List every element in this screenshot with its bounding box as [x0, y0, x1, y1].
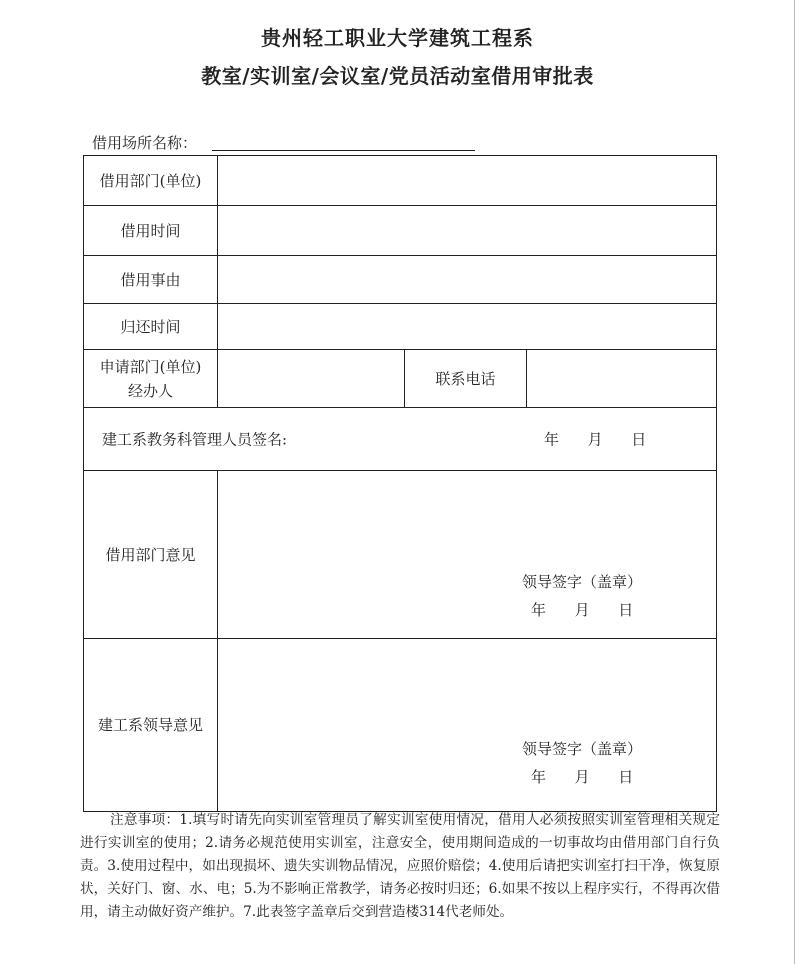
applicant-label — [84, 350, 218, 408]
applicant-label-line1: 申请部门(单位) — [99, 357, 202, 376]
dept-head-sign-label: 领导签字（盖章） — [522, 740, 643, 758]
table-row — [84, 156, 717, 206]
dept-opinion-field[interactable] — [218, 471, 717, 639]
applicant-label-line2: 经办人 — [127, 381, 173, 400]
admin-sign-cell[interactable] — [84, 408, 717, 471]
dept-head-sign-date: 年 月 日 — [531, 768, 634, 786]
leader-opinion-label: 建工系领导意见 — [84, 639, 218, 812]
leader-opinion-field[interactable] — [218, 639, 717, 812]
admin-sign-label: 建工系教务科管理人员签名: — [102, 430, 288, 449]
dept-field[interactable] — [218, 156, 717, 206]
phone-field[interactable] — [527, 350, 717, 408]
venue-label: 借用场所名称： — [92, 134, 198, 152]
table-row — [84, 639, 717, 812]
reason-field[interactable] — [218, 256, 717, 304]
table-row — [84, 206, 717, 256]
table-row — [84, 408, 717, 471]
return-time-label: 归还时间 — [84, 304, 218, 350]
table-row — [84, 471, 717, 639]
dept-opinion-label: 借用部门意见 — [84, 471, 218, 639]
time-field[interactable] — [218, 206, 717, 256]
dept-leader-sign-label: 领导签字（盖章） — [522, 573, 643, 591]
time-label: 借用时间 — [84, 206, 218, 256]
notes-text: 注意事项：1.填写时请先向实训室管理员了解实训室使用情况，借用人必须按照实训室管理相关规定进行实训室的使用；2.请务必规范使用实训室，注意安全，使用期间造成的一切事故均由借用部门自行负责。3.使用过程中，如出现损坏、遗失实训物品情况，应照价赔偿；4.使用后请把实训室打扫干净，恢复原状，关好门、窗、水、电；5.为不影响正常教学，请务必按时归还；6.如果不按以上程序实行，不得再次借用，请主动做好资产维护。7.此表签字盖章后交到营造楼314代老师处。 — [80, 812, 720, 920]
form-title-institution: 贵州轻工职业大学建筑工程系 — [261, 26, 534, 50]
return-time-field[interactable] — [218, 304, 717, 350]
dept-label: 借用部门(单位) — [84, 156, 218, 206]
table-row — [84, 304, 717, 350]
venue-input-line[interactable] — [212, 150, 475, 151]
table-row — [84, 256, 717, 304]
form-title: 教室/实训室/会议室/党员活动室借用审批表 — [201, 64, 594, 88]
approval-form-table — [83, 155, 717, 812]
table-row — [84, 350, 717, 408]
dept-leader-sign-date: 年 月 日 — [531, 601, 634, 619]
applicant-field[interactable] — [218, 350, 405, 408]
phone-label: 联系电话 — [405, 350, 527, 408]
reason-label: 借用事由 — [84, 256, 218, 304]
admin-sign-date: 年 月 日 — [544, 430, 647, 449]
